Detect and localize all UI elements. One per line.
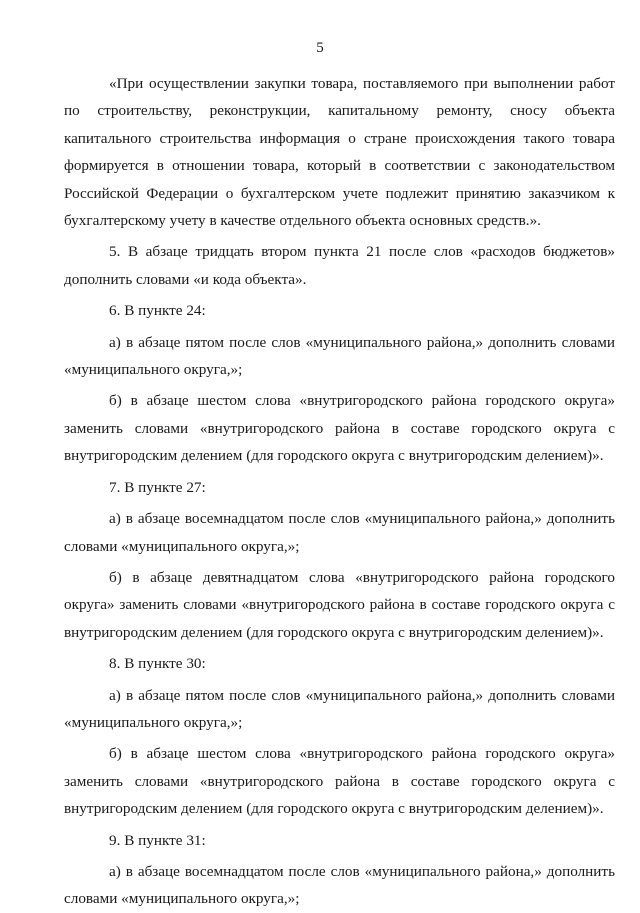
paragraph-item-6-heading: 6. В пункте 24: xyxy=(109,302,206,320)
paragraph-item-8a: а) в абзаце пятом после слов «муниципального района,» дополнить словами «муниципального округа,»; xyxy=(64,686,615,731)
paragraph-item-5: 5. В абзаце тридцать втором пункта 21 после слов «расходов бюджетов» дополнить словами «и кода объекта». xyxy=(64,243,615,288)
paragraph-item-8b: б) в абзаце шестом слова «внутригородского района городского округа» заменить словами «внутригородского района в составе городского округа с внутригородским делением (для городского округа с внутригородским делением)». xyxy=(64,745,615,818)
paragraph-quote-procurement: «При осуществлении закупки товара, поставляемого при выполнении работ по строительству, реконструкции, капитальному ремонту, сносу объекта капитального строительства информация о стране происхождения такого товара формируется в отношении товара, который в соответствии с законодательством Российской Федерации о бухгалтерском учете подлежит принятию заказчиком к бухгалтерскому учету в качестве отдельного объекта основных средств.». xyxy=(64,75,615,230)
paragraph-item-6a: а) в абзаце пятом после слов «муниципального района,» дополнить словами «муниципального округа,»; xyxy=(64,333,615,379)
paragraph-item-7-heading: 7. В пункте 27: xyxy=(109,478,206,496)
paragraph-item-7b: б) в абзаце девятнадцатом слова «внутригородского района городского округа» заменить словами «внутригородского района в составе городского округа с внутригородским делением (для городского округа с внутригородским делением)». xyxy=(64,568,615,641)
paragraph-item-7a: а) в абзаце восемнадцатом после слов «муниципального района,» дополнить словами «муниципального округа,»; xyxy=(64,510,615,555)
paragraph-item-8-heading: 8. В пункте 30: xyxy=(109,655,206,673)
document-body xyxy=(64,70,615,913)
page-number: 5 xyxy=(316,40,324,56)
paragraph-item-9-heading: 9. В пункте 31: xyxy=(109,831,206,849)
paragraph-item-6b: б) в абзаце шестом слова «внутригородского района городского округа» заменить словами «внутригородского района в составе городского округа с внутригородским делением (для городского округа с внутригородским делением)». xyxy=(64,392,615,465)
paragraph-item-9a: а) в абзаце восемнадцатом после слов «муниципального района,» дополнить словами «муниципального округа,»; xyxy=(64,862,615,908)
